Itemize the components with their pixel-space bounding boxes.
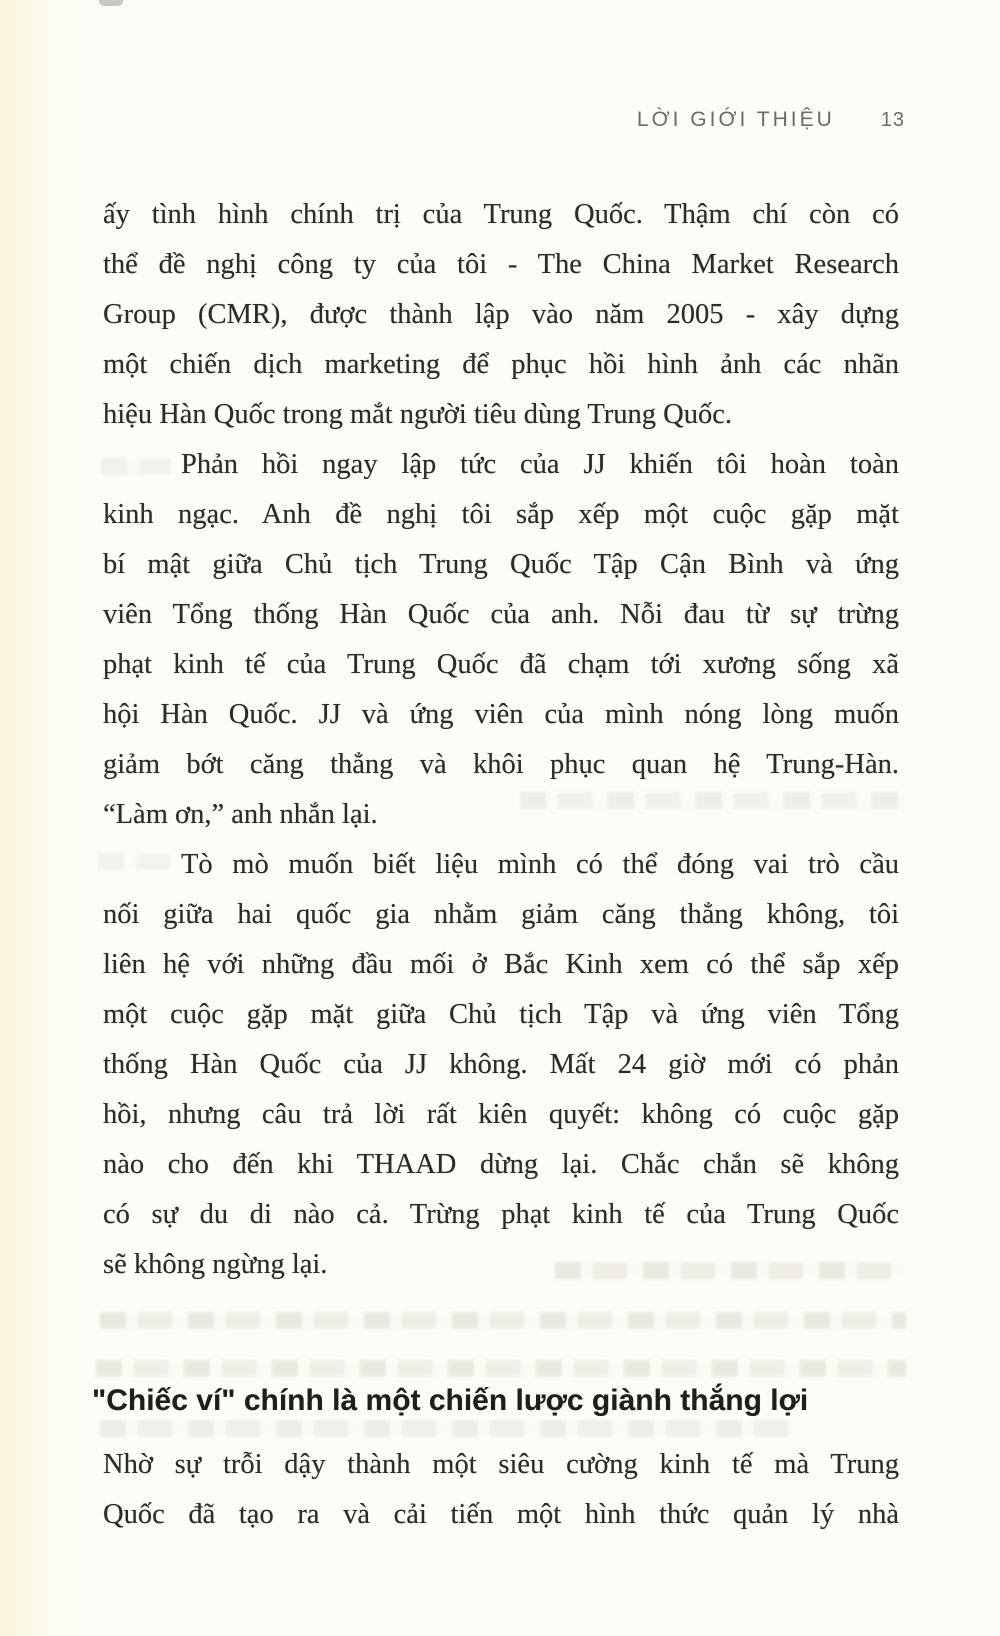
text-line: hiệu Hàn Quốc trong mắt người tiêu dùng Trung Quốc. [103, 399, 732, 430]
running-header [103, 108, 905, 132]
text-line: có sự du di nào cả. Trừng phạt kinh tế của Trung Quốc [103, 1199, 899, 1230]
bleed-through-line [100, 1312, 906, 1329]
text-line: nối giữa hai quốc gia nhằm giảm căng thẳng không, tôi [103, 899, 899, 930]
running-title: LỜI GIỚI THIỆU [636, 108, 835, 131]
text-line: một cuộc gặp mặt giữa Chủ tịch Tập và ứng viên Tổng [103, 999, 899, 1030]
text-line: Group (CMR), được thành lập vào năm 2005 - xây dựng [103, 299, 899, 330]
text-line: hội Hàn Quốc. JJ và ứng viên của mình nóng lòng muốn [103, 699, 899, 730]
text-line: kinh ngạc. Anh đề nghị tôi sắp xếp một cuộc gặp mặt [103, 499, 899, 530]
bleed-through-line [96, 1360, 906, 1377]
page-edge-shading [0, 0, 78, 1636]
text-line: thể đề nghị công ty của tôi - The China Market Research [103, 249, 899, 280]
text-line: Nhờ sự trỗi dậy thành một siêu cường kinh tế mà Trung [103, 1449, 899, 1480]
text-line: Phản hồi ngay lập tức của JJ khiến tôi hoàn toàn [181, 449, 899, 480]
text-line: viên Tổng thống Hàn Quốc của anh. Nỗi đau từ sự trừng [103, 599, 899, 630]
text-line: Quốc đã tạo ra và cải tiến một hình thức quản lý nhà [103, 1499, 899, 1530]
text-line: hồi, nhưng câu trả lời rất kiên quyết: không có cuộc gặp [103, 1099, 899, 1130]
text-line: ấy tình hình chính trị của Trung Quốc. Thậm chí còn có [103, 199, 899, 230]
bleed-through-line [100, 1420, 800, 1437]
text-line: giảm bớt căng thẳng và khôi phục quan hệ Trung-Hàn. [103, 749, 899, 780]
page-number: 13 [880, 109, 905, 131]
body-text-block [103, 190, 899, 1290]
after-heading-text-block [103, 1440, 899, 1540]
text-line: phạt kinh tế của Trung Quốc đã chạm tới xương sống xã [103, 649, 899, 680]
text-line: Tò mò muốn biết liệu mình có thể đóng vai trò cầu [181, 849, 899, 880]
text-line: sẽ không ngừng lại. [103, 1249, 328, 1280]
scan-artifact-speck [99, 0, 123, 6]
text-line: một chiến dịch marketing để phục hồi hình ảnh các nhãn [103, 349, 899, 380]
text-line: nào cho đến khi THAAD dừng lại. Chắc chắn sẽ không [103, 1149, 899, 1180]
text-line: liên hệ với những đầu mối ở Bắc Kinh xem có thể sắp xếp [103, 949, 899, 980]
text-line: “Làm ơn,” anh nhắn lại. [103, 799, 378, 830]
text-line: bí mật giữa Chủ tịch Trung Quốc Tập Cận Bình và ứng [103, 549, 899, 580]
section-heading: "Chiếc ví" chính là một chiến lược giành thắng lợi [92, 1384, 809, 1417]
text-line: thống Hàn Quốc của JJ không. Mất 24 giờ mới có phản [103, 1049, 899, 1080]
